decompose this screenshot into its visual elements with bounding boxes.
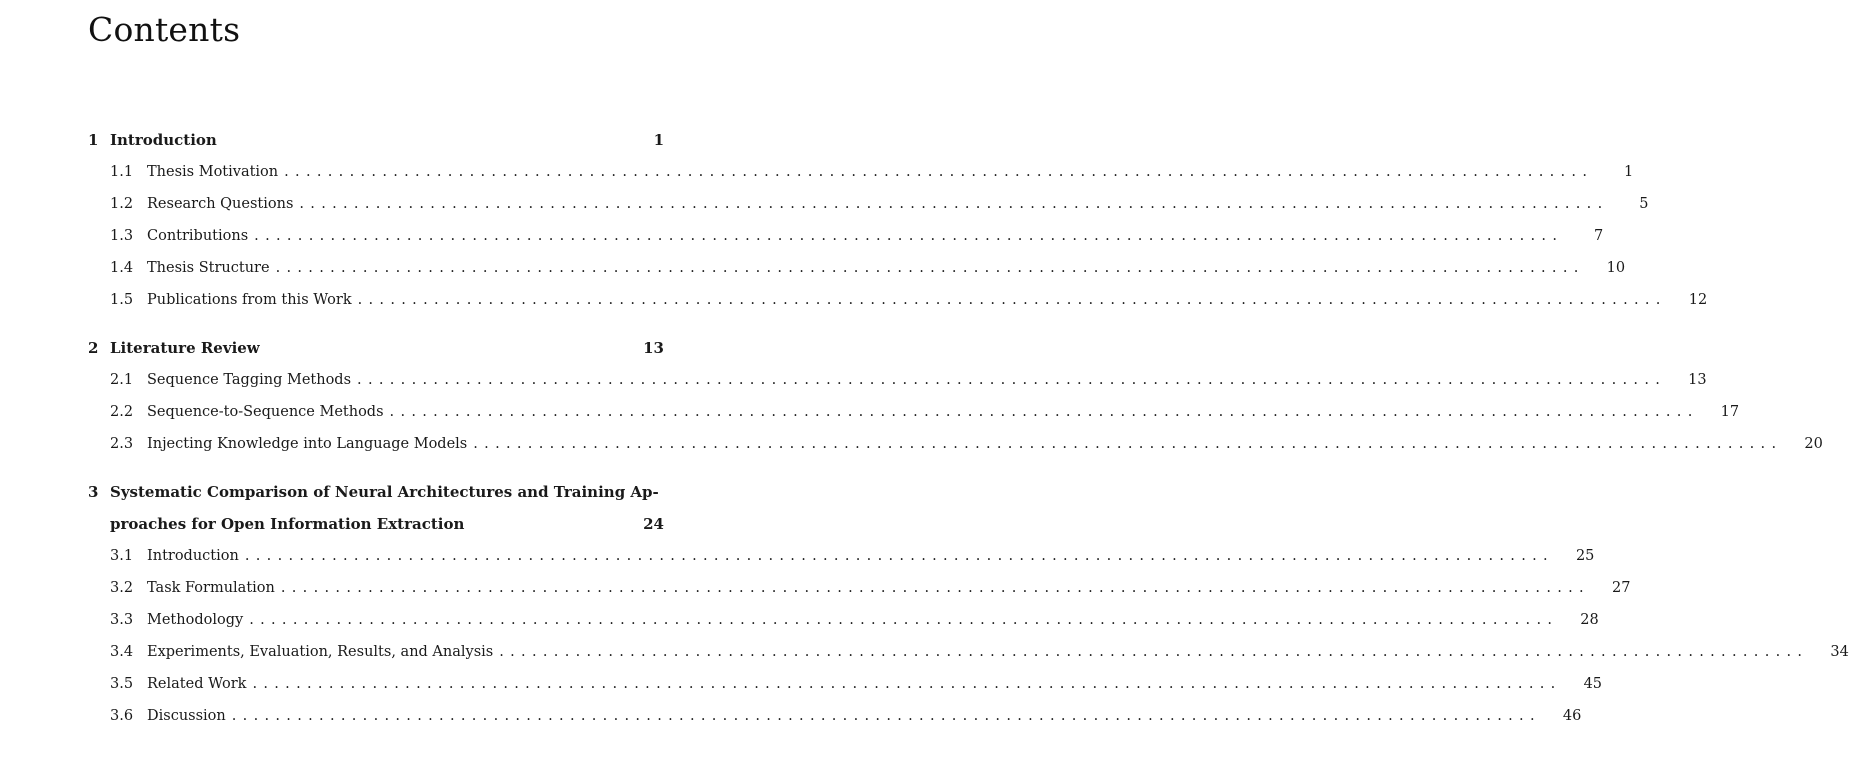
page-title: Contents	[88, 10, 241, 49]
section-entry[interactable]	[88, 220, 1604, 252]
section-entry[interactable]	[88, 572, 1631, 604]
section-entry[interactable]	[88, 364, 1707, 396]
section-number: 1.4	[110, 260, 134, 276]
chapter-title-line-2: proaches for Open Information Extraction	[110, 515, 465, 533]
section-entry[interactable]	[88, 604, 1599, 636]
dot-leader: ........................................................................................................................	[357, 372, 1667, 388]
dot-leader: ........................................................................................................................	[280, 580, 1590, 596]
section-number: 1.5	[110, 292, 134, 308]
section-entry[interactable]	[88, 188, 1649, 220]
chapter-title: Introduction	[110, 131, 217, 149]
chapter-number: 3	[88, 483, 99, 501]
chapter-title: Literature Review	[110, 339, 260, 357]
section-title: Task Formulation	[147, 580, 275, 596]
section-title: Contributions	[147, 228, 249, 244]
section-page-number: 12	[1688, 292, 1708, 308]
section-entry[interactable]	[88, 540, 1595, 572]
dot-leader: ........................................................................................................................	[252, 676, 1562, 692]
chapter-page-number: 1	[653, 131, 664, 149]
section-number: 1.2	[110, 196, 134, 212]
chapter-page-number: 13	[643, 339, 664, 357]
section-entry[interactable]	[88, 396, 1740, 428]
section-page-number: 10	[1606, 260, 1626, 276]
chapter-entry[interactable]	[88, 476, 664, 508]
chapter-number: 1	[88, 131, 99, 149]
dot-leader: ........................................................................................................................	[473, 436, 1783, 452]
chapter-entry-continued[interactable]	[88, 508, 664, 540]
section-title: Thesis Structure	[147, 260, 270, 276]
chapter-number: 2	[88, 339, 99, 357]
dot-leader: ........................................................................................................................	[357, 292, 1667, 308]
chapter-entry[interactable]	[88, 124, 664, 156]
section-page-number: 27	[1611, 580, 1631, 596]
section-number: 2.2	[110, 404, 134, 420]
chapter-3	[88, 476, 1849, 732]
dot-leader: ........................................................................................................................	[254, 228, 1564, 244]
section-entry[interactable]	[88, 636, 1849, 668]
section-page-number: 25	[1575, 548, 1595, 564]
dot-leader: ........................................................................................................................	[244, 548, 1554, 564]
section-page-number: 45	[1583, 676, 1603, 692]
dot-leader: ........................................................................................................................	[499, 644, 1809, 660]
dot-leader: ........................................................................................................................	[389, 404, 1699, 420]
section-title: Publications from this Work	[147, 292, 352, 308]
chapter-page-number: 24	[643, 515, 664, 533]
table-of-contents	[88, 124, 1849, 732]
section-page-number: 13	[1688, 372, 1707, 388]
section-entry[interactable]	[88, 284, 1708, 316]
section-entry[interactable]	[88, 668, 1603, 700]
section-title: Related Work	[147, 676, 247, 692]
section-title: Introduction	[147, 548, 239, 564]
section-number: 3.5	[110, 676, 134, 692]
section-page-number: 46	[1562, 708, 1582, 724]
section-entry[interactable]	[88, 428, 1823, 460]
chapter-2	[88, 332, 1823, 460]
section-number: 3.1	[110, 548, 134, 564]
dot-leader: ........................................................................................................................	[299, 196, 1609, 212]
section-number: 3.2	[110, 580, 134, 596]
section-number: 2.1	[110, 372, 134, 388]
section-title: Discussion	[147, 708, 226, 724]
section-title: Thesis Motivation	[147, 164, 279, 180]
section-entry[interactable]	[88, 156, 1634, 188]
section-number: 3.3	[110, 612, 134, 628]
chapter-title-line-1: Systematic Comparison of Neural Architectures and Training Ap-	[110, 483, 659, 501]
dot-leader: ........................................................................................................................	[284, 164, 1594, 180]
section-page-number: 17	[1720, 404, 1740, 420]
chapter-1	[88, 124, 1708, 316]
section-title: Injecting Knowledge into Language Models	[147, 436, 468, 452]
dot-leader: ........................................................................................................................	[249, 612, 1559, 628]
section-page-number: 20	[1804, 436, 1823, 452]
section-number: 3.4	[110, 644, 134, 660]
section-entry[interactable]	[88, 252, 1626, 284]
section-number: 3.6	[110, 708, 134, 724]
section-number: 1.3	[110, 228, 134, 244]
section-page-number: 5	[1639, 196, 1649, 212]
section-title: Methodology	[147, 612, 244, 628]
chapter-entry[interactable]	[88, 332, 664, 364]
section-page-number: 34	[1830, 644, 1849, 660]
section-title: Experiments, Evaluation, Results, and Analysis	[147, 644, 494, 660]
section-number: 2.3	[110, 436, 134, 452]
section-page-number: 7	[1594, 228, 1604, 244]
dot-leader: ........................................................................................................................	[231, 708, 1541, 724]
dot-leader: ........................................................................................................................	[275, 260, 1585, 276]
section-page-number: 1	[1624, 164, 1634, 180]
section-title: Research Questions	[147, 196, 294, 212]
section-title: Sequence Tagging Methods	[147, 372, 352, 388]
section-title: Sequence-to-Sequence Methods	[147, 404, 384, 420]
section-page-number: 28	[1580, 612, 1599, 628]
section-number: 1.1	[110, 164, 134, 180]
section-entry[interactable]	[88, 700, 1582, 732]
